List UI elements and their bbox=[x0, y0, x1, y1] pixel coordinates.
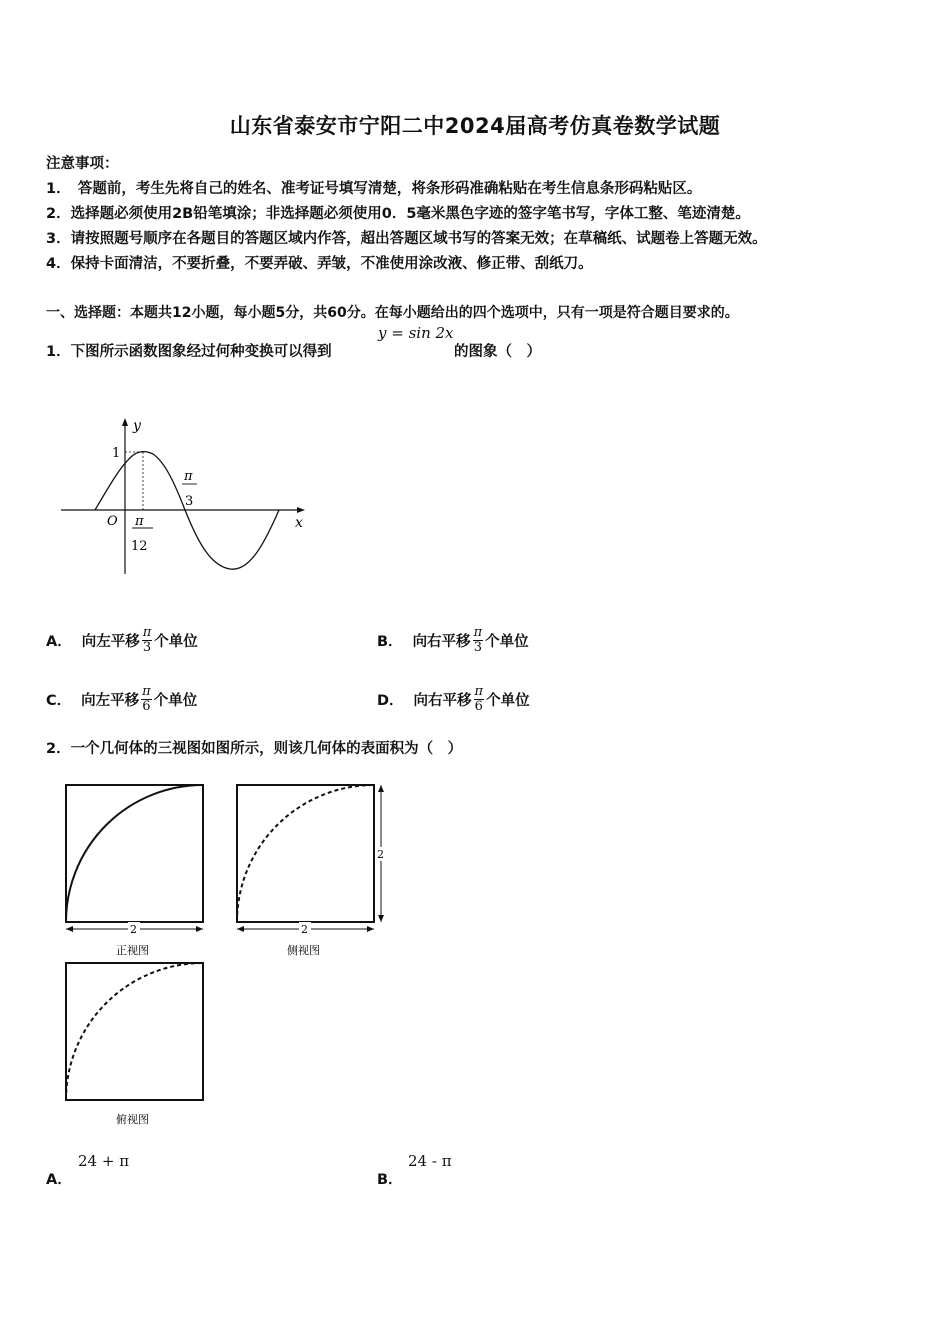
option-letter: A． bbox=[46, 633, 72, 650]
notice-item: 3．请按照题号顺序在各题目的答题区域内作答，超出答题区域书写的答案无效；在草稿纸、试题卷上答题无效。 bbox=[46, 231, 767, 247]
option-d[interactable] bbox=[377, 681, 530, 717]
y-axis-label: y bbox=[133, 418, 141, 434]
pi-over-12-denominator: 12 bbox=[131, 539, 148, 554]
notice-heading: 注意事项： bbox=[46, 156, 119, 172]
notice-item: 4．保持卡面清洁，不要折叠，不要弄破、弄皱，不准使用涂改液、修正带、刮纸刀。 bbox=[46, 256, 593, 272]
option-a[interactable] bbox=[46, 622, 198, 658]
side-dim-arrow-left bbox=[237, 926, 244, 932]
option-text: 向右平移 bbox=[413, 692, 472, 709]
notice-item: 2．选择题必须使用2B铅笔填涂；非选择题必须使用0．5毫米黑色字迹的签字笔书写，字体工整、笔迹清楚。 bbox=[46, 206, 750, 222]
option-b-expression: 24 - π bbox=[408, 1152, 452, 1170]
option-letter: A． bbox=[46, 1172, 72, 1188]
fraction-denominator: 6 bbox=[142, 698, 151, 714]
notice-item: 1． 答题前，考生先将自己的姓名、准考证号填写清楚，将条形码准确粘贴在考生信息条形码粘贴区。 bbox=[46, 181, 702, 197]
front-view-caption: 正视图 bbox=[116, 944, 149, 957]
pi-over-3-numerator: π bbox=[184, 469, 193, 484]
option-a-expression: 24 + π bbox=[78, 1152, 130, 1170]
front-dim-label: 2 bbox=[130, 923, 137, 936]
option-text: 个单位 bbox=[486, 692, 530, 709]
option-a[interactable] bbox=[46, 1168, 72, 1189]
option-letter: D． bbox=[377, 692, 404, 709]
option-letter: B． bbox=[377, 633, 403, 650]
front-dim-arrow-right bbox=[196, 926, 203, 932]
fraction-denominator: 6 bbox=[474, 698, 483, 714]
fraction-numerator: π bbox=[473, 624, 483, 640]
side-dim-arrow-top bbox=[378, 785, 384, 792]
side-view-caption: 侧视图 bbox=[287, 944, 320, 957]
fraction-numerator: π bbox=[474, 683, 484, 699]
section-heading: 一、选择题：本题共12小题，每小题5分，共60分。在每小题给出的四个选项中，只有一项是符合题目要求的。 bbox=[46, 305, 739, 321]
fraction-denominator: 3 bbox=[473, 639, 482, 655]
pi-over-3-denominator: 3 bbox=[185, 494, 194, 509]
front-view-square bbox=[66, 785, 203, 922]
fraction bbox=[141, 685, 152, 714]
question-1-suffix: 的图象（ ） bbox=[454, 344, 541, 360]
option-text: 向左平移 bbox=[81, 692, 140, 709]
side-dim-label-horizontal: 2 bbox=[301, 923, 308, 936]
question-1-expr: y = sin 2x bbox=[378, 324, 454, 342]
question-1-graph bbox=[55, 412, 315, 582]
top-view-square bbox=[66, 963, 203, 1100]
three-views-figure bbox=[60, 778, 400, 1138]
option-text: 个单位 bbox=[154, 633, 198, 650]
top-view-caption: 俯视图 bbox=[116, 1113, 149, 1126]
option-letter: C． bbox=[46, 692, 72, 709]
one-label: 1 bbox=[112, 446, 121, 461]
page-title: 山东省泰安市宁阳二中2024届高考仿真卷数学试题 bbox=[229, 114, 721, 138]
question-1-text bbox=[46, 340, 332, 361]
question-1-expression bbox=[378, 324, 454, 342]
fraction-numerator: π bbox=[142, 683, 151, 699]
option-text: 个单位 bbox=[153, 692, 198, 709]
top-view-dashed-arc bbox=[66, 963, 203, 1100]
fraction bbox=[142, 626, 153, 655]
side-dim-arrow-bottom bbox=[378, 915, 384, 922]
side-view-dashed-arc bbox=[237, 785, 374, 922]
option-c[interactable] bbox=[46, 681, 197, 717]
front-view-arc bbox=[66, 785, 203, 922]
x-axis-arrow bbox=[297, 507, 305, 513]
origin-label: O bbox=[107, 514, 118, 529]
option-b[interactable] bbox=[377, 1168, 403, 1189]
side-dim-label-vertical: 2 bbox=[377, 848, 384, 861]
fraction bbox=[473, 626, 484, 655]
fraction-denominator: 3 bbox=[142, 639, 152, 655]
pi-over-12-numerator: π bbox=[135, 514, 144, 529]
option-letter: B． bbox=[377, 1172, 403, 1188]
option-text: 个单位 bbox=[485, 633, 529, 650]
option-text: 向左平移 bbox=[81, 633, 140, 650]
side-dim-arrow-right bbox=[367, 926, 374, 932]
question-1-prefix: 1．下图所示函数图象经过何种变换可以得到 bbox=[46, 344, 332, 360]
front-dim-arrow-left bbox=[66, 926, 73, 932]
side-view-square bbox=[237, 785, 374, 922]
y-axis-arrow bbox=[122, 418, 128, 426]
question-2-text: 2．一个几何体的三视图如图所示，则该几何体的表面积为（ ） bbox=[46, 741, 463, 757]
fraction bbox=[474, 685, 485, 714]
option-text: 向右平移 bbox=[412, 633, 471, 650]
fraction-numerator: π bbox=[142, 624, 152, 640]
x-axis-label: x bbox=[295, 515, 303, 531]
option-b[interactable] bbox=[377, 622, 529, 658]
